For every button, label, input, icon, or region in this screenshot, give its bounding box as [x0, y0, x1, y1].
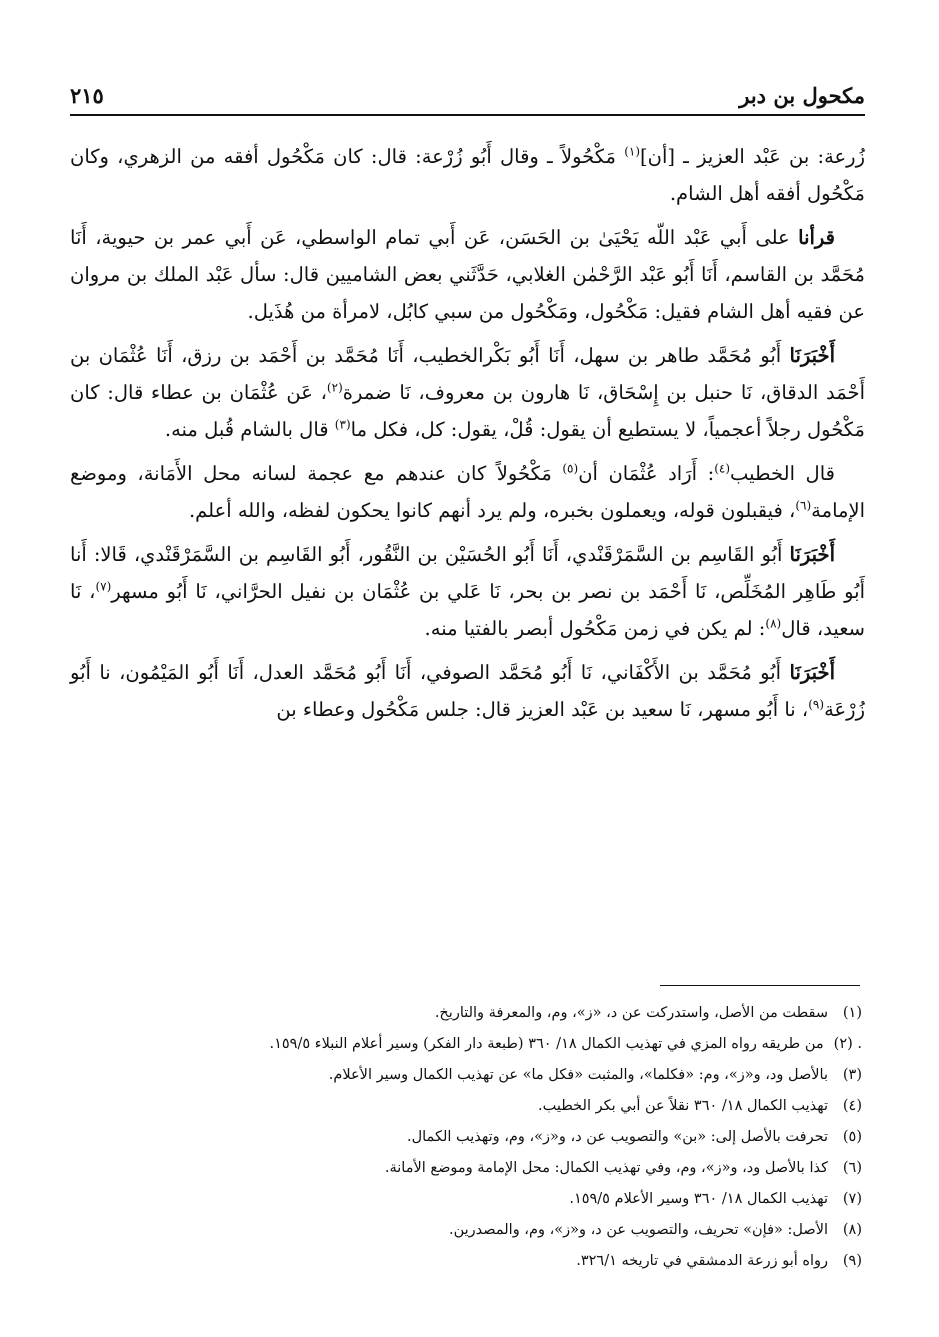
text-paragraph [70, 455, 865, 529]
footnote-text: من طريقه رواه المزي في تهذيب الكمال ١٨/ ٣٦٠ (طبعة دار الفكر) وسير أعلام النبلاء ١٥٩/٥. [269, 1036, 824, 1052]
footnote-number: . (٢) [833, 1036, 862, 1052]
text-segment: : أَرَاد عُثْمَان أن [578, 462, 715, 485]
footnote [110, 1091, 862, 1122]
text-segment: مَكْحُولاً كان عندهم مع عجمة لسانه محل الأَمَانة، وموضع الإمامة [70, 462, 865, 522]
footnote-number: (٥) [842, 1129, 862, 1145]
text-segment: على أَبي عَبْد اللّه يَحْيَىٰ بن الحَسَن، عَن أَبي تمام الواسطي، عَن أَبي عمر بن حيوية، أَنَا مُحَمَّد بن القاسم، أَنَا أَبُو عَبْد الرَّحْمٰن الغلابي، حَدَّثَني بعض الشاميين قال: سأل عَبْد الملك بن مروان عن فقيه أهل الشام فقيل: مَكْحُول، ومَكْحُول من سبي كابُل، لامرأة من هُذَيل. [70, 226, 865, 323]
footnote-text: رواه أبو زرعة الدمشقي في تاريخه ٣٢٦/١. [576, 1253, 828, 1269]
footnote-marker[interactable]: (٦) [795, 498, 812, 513]
footnote-number: (٨) [842, 1222, 862, 1238]
text-paragraph [70, 536, 865, 647]
footnote-text: تحرفت بالأصل إلى: «بن» والتصويب عن د، و«ز»، وم، وتهذيب الكمال. [407, 1129, 828, 1145]
footnote-marker[interactable]: (٧) [95, 579, 112, 594]
footnote [110, 998, 862, 1029]
footnote-number: (٦) [842, 1160, 862, 1176]
text-segment: قال الخطيب [730, 462, 835, 485]
footnote [110, 1184, 862, 1215]
isnad-lead-word: أَخْبَرَنَا [789, 543, 835, 566]
text-paragraph [70, 219, 865, 330]
isnad-lead-word: قرأنا [798, 226, 835, 249]
footnote-text: كذا بالأصل ود، و«ز»، وم، وفي تهذيب الكمال: محل الإمامة وموضع الأمانة. [384, 1160, 828, 1176]
main-text [70, 138, 865, 735]
text-segment: ، نَا سعيد، قال [70, 580, 865, 640]
text-segment: أَبُو مُحَمَّد بن الأَكْفَاني، نَا أَبُو مُحَمَّد الصوفي، أَنَا أَبُو مُحَمَّد العدل، أَنَا أَبُو المَيْمُون، نا أَبُو زُرْعَة [70, 661, 865, 721]
footnote-number: (٩) [842, 1253, 862, 1269]
text-paragraph [70, 138, 865, 212]
footnote-number: (٤) [842, 1098, 862, 1114]
footnote-marker[interactable]: (٨) [765, 616, 782, 631]
text-paragraph [70, 654, 865, 728]
footnote-marker[interactable]: (٩) [808, 697, 825, 712]
footnote-text: تهذيب الكمال ١٨/ ٣٦٠ وسير الأعلام ١٥٩/٥. [569, 1191, 828, 1207]
text-segment: ، نا أَبُو مسهر، نَا سعيد بن عَبْد العزيز قال: جلس مَكْحُول وعطاء بن [276, 698, 809, 721]
chapter-title: مكحول بن دبر [739, 83, 865, 108]
footnote [110, 1153, 862, 1184]
footnote-text: سقطت من الأصل، واستدركت عن د، «ز»، وم، والمعرفة والتاريخ. [434, 1005, 828, 1021]
footnote-marker[interactable]: (٢) [326, 380, 343, 395]
text-segment: ، فيقبلون قوله، ويعملون بخبره، ولم يرد أنهم كانوا يحكون لفظه، والله أعلم. [188, 499, 796, 522]
text-segment: أَبُو القَاسِم بن السَّمَرْقَنْدي، أَنَا أَبُو الحُسَيْن بن النَّقُور، أَبُو القَاسِم بن السَّمَرْقَنْدي، قَالا: أَنا أَبُو طَاهِر المُخَلِّص، نَا أَحْمَد بن نصر بن بحر، نَا عَلي بن عُثْمَان بن نفيل الحرَّاني، نَا أَبُو مسهر [70, 543, 865, 603]
footnote [110, 1246, 862, 1277]
text-segment: مَكْحُولاً ـ وقال أَبُو زُرْعة: قال: كان مَكْحُول أفقه من الزهري، وكان مَكْحُول أفقه أهل الشام. [70, 145, 865, 205]
footnote-marker[interactable]: (٣) [334, 417, 351, 432]
footnote-marker[interactable]: (٥) [562, 461, 579, 476]
isnad-lead-word: أَخْبَرَنَا [789, 661, 835, 684]
footnote-text: بالأصل ود، و«ز»، وم: «فكلما»، والمثبت «فكل ما» عن تهذيب الكمال وسير الأعلام. [328, 1067, 828, 1083]
isnad-lead-word: أَخْبَرَنَا [789, 344, 835, 367]
text-segment: أَبُو مُحَمَّد طاهر بن سهل، أَنَا أَبُو بَكْرالخطيب، أَنَا مُحَمَّد بن أَحْمَد بن رزق، أَنَا عُثْمَان بن أَحْمَد الدقاق، نَا حنبل بن إِسْحَاق، نَا هارون بن معروف، نَا ضمرة [70, 344, 865, 404]
footnote [110, 1029, 862, 1060]
footnotes [110, 998, 862, 1277]
text-segment: زُرعة: بن عَبْد العزيز ـ [أن] [640, 145, 865, 168]
running-header [70, 72, 865, 116]
text-segment: قال بالشام قُبل منه. [164, 418, 335, 441]
footnote [110, 1215, 862, 1246]
footnote [110, 1060, 862, 1091]
footnote-text: تهذيب الكمال ١٨/ ٣٦٠ نقلاً عن أبي بكر الخطيب. [538, 1098, 828, 1114]
text-segment: : لم يكن في زمن مَكْحُول أبصر بالفتيا منه. [424, 617, 766, 640]
footnote [110, 1122, 862, 1153]
footnote-marker[interactable]: (٤) [714, 461, 731, 476]
page-number: ٢١٥ [70, 83, 104, 108]
footnote-number: (٣) [842, 1067, 862, 1083]
text-segment: ، عَن عُثْمَان بن عطاء قال: كان مَكْحُول رجلاً أعجمياً، لا يستطيع أن يقول: قُلْ، يقول: كل، فكل ما [70, 381, 865, 441]
footnote-separator [660, 985, 860, 986]
footnote-number: (٧) [842, 1191, 862, 1207]
footnote-text: الأصل: «فإن» تحريف، والتصويب عن د، و«ز»، وم، والمصدرين. [449, 1222, 828, 1238]
footnote-marker[interactable]: (١) [624, 144, 641, 159]
footnote-number: (١) [842, 1005, 862, 1021]
text-paragraph [70, 337, 865, 448]
